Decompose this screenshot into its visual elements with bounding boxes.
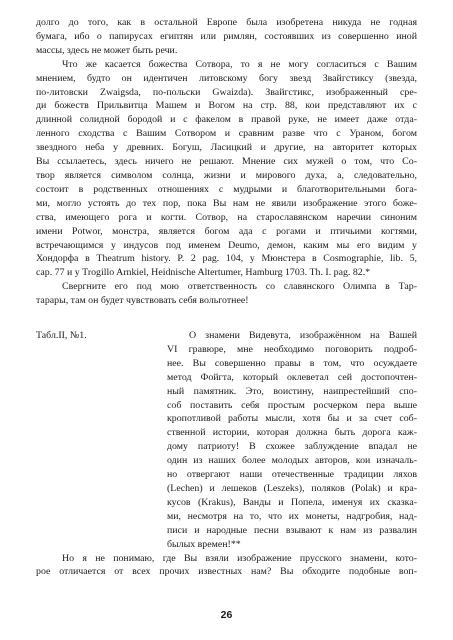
text-line: ми, несмотря на то, что их монеты, надгробия, над- — [167, 510, 417, 522]
text-line: соб поставить себя простым росчерком пера выше — [167, 399, 417, 411]
text-line: Свергните его под мою ответственность со славянского Олимпа в Тар- — [62, 281, 417, 293]
figure-section — [36, 329, 417, 552]
text-line: по-литовски Zwaigsda, по-польски Gwaizda). Звайгстикс, изображенный сре- — [36, 86, 417, 98]
text-line: ный памятник. Это, воистину, наипрестейший спо- — [167, 385, 417, 397]
text-line: встречающимся у индусов под именем Deumo, демон, каким мы его видим у — [36, 239, 417, 251]
text-line: (Lechen) и лешеков (Leszeks), поляков (Polak) и кра- — [167, 483, 417, 494]
text-line: Вы ссылаетесь, здесь ничего не решают. Мнение сих мужей о том, что Со- — [36, 156, 417, 168]
text-line: ми, могло устоять до тех пор, пока Вы нам не явили изображение этого боже- — [36, 197, 417, 209]
text-line: ства, имеющего рога и когти. Сотвор, на старославянском наречии синоним — [36, 211, 417, 223]
paragraph-1 — [36, 16, 417, 58]
text-line: Что же касается божества Сотвора, то я не могу согласиться с Вашим — [62, 58, 417, 70]
text-line: писи и народные песни взывают к нам из развалин — [167, 524, 417, 536]
text-line: дому патриоту! В схожее заблуждение впадал не — [167, 441, 417, 453]
figure-paragraph — [167, 329, 417, 552]
text-line: VI гравюре, мне необходимо поговорить подроб- — [167, 343, 417, 355]
text-line: долго до того, как в остальной Европе была изобретена никуда не годная — [36, 17, 417, 28]
text-line: имени Potwor, монстра, является богом ада с рогами и птичьими когтями, — [36, 225, 417, 237]
text-line: бумага, ибо о папирусах египтян или римлян, состоявших из совершенно иной — [36, 30, 417, 42]
paragraph-3 — [36, 280, 417, 308]
text-line: ственной истории, которая должна быть дорога каж- — [167, 427, 417, 439]
text-line: метод Фойгта, который оклеветал сей достопочтен- — [167, 371, 417, 383]
text-line: cap. 77 и у Trogillo Arnkiel, Heidnische Altertumer, Hamburg 1703. Th. I. pag. 82.* — [36, 267, 371, 279]
text-line: длинной солидной бородой и с факелом в правой руке, не имеет даже отда- — [36, 114, 417, 126]
text-line: звездного неба у древних. Богуш, Ласицкий и другие, на авторитет которых — [36, 142, 417, 154]
page-body — [36, 16, 417, 579]
text-line: но отвергают наши отечественные традиции ляхов — [167, 469, 417, 481]
text-line: нее. Вы совершенно правы в том, что осуждаете — [167, 357, 417, 369]
page-number: 26 — [220, 609, 233, 621]
text-line: состоит в родственных отношениях с мудрыми и благотворительными бога- — [36, 183, 417, 195]
text-line: тарары, там он будет чувствовать себя вольготнее! — [36, 295, 249, 307]
figure-label: Табл.II, №1. — [36, 330, 87, 342]
paragraph-4 — [36, 552, 417, 580]
text-line: Но я не понимаю, где Вы взяли изображение прусского знамени, кото- — [62, 552, 417, 564]
text-line: былых времен!** — [167, 538, 241, 550]
text-line: массы, здесь не может быть речи. — [36, 44, 178, 56]
text-line: твор является символом солнца, жизни и мирового духа, а, следовательно, — [36, 169, 417, 181]
text-line: кусов (Krakus), Ванды и Попела, именуя их сказка- — [167, 496, 417, 508]
text-line: мнением, будто он идентичен литовскому богу звезд Звайгстиксу (звезда, — [36, 72, 417, 84]
section-spacer — [36, 308, 417, 329]
text-line: Хондорфа в Theatrum history. P. 2 pag. 104, у Мюнстера в Cosmographie, lib. 5, — [36, 253, 417, 265]
text-line: ленного сходства с Вашим Сотвором и сравним разве что с Ураном, богом — [36, 128, 417, 140]
text-line: один из наших более молодых авторов, кои изначаль- — [167, 455, 417, 467]
text-line: ди божеств Прильвитца Машем и Вогом на стр. 88, кои представляют их с — [36, 100, 417, 112]
text-line: кропотливой работы мысли, хотя бы и за счет соб- — [167, 413, 417, 425]
paragraph-2 — [36, 58, 417, 281]
text-line: рое отличается от всех прочих известных нам? Вы обходите подобные воп- — [36, 566, 417, 578]
text-line: О знамени Видевута, изображённом на Вашей — [189, 330, 417, 342]
